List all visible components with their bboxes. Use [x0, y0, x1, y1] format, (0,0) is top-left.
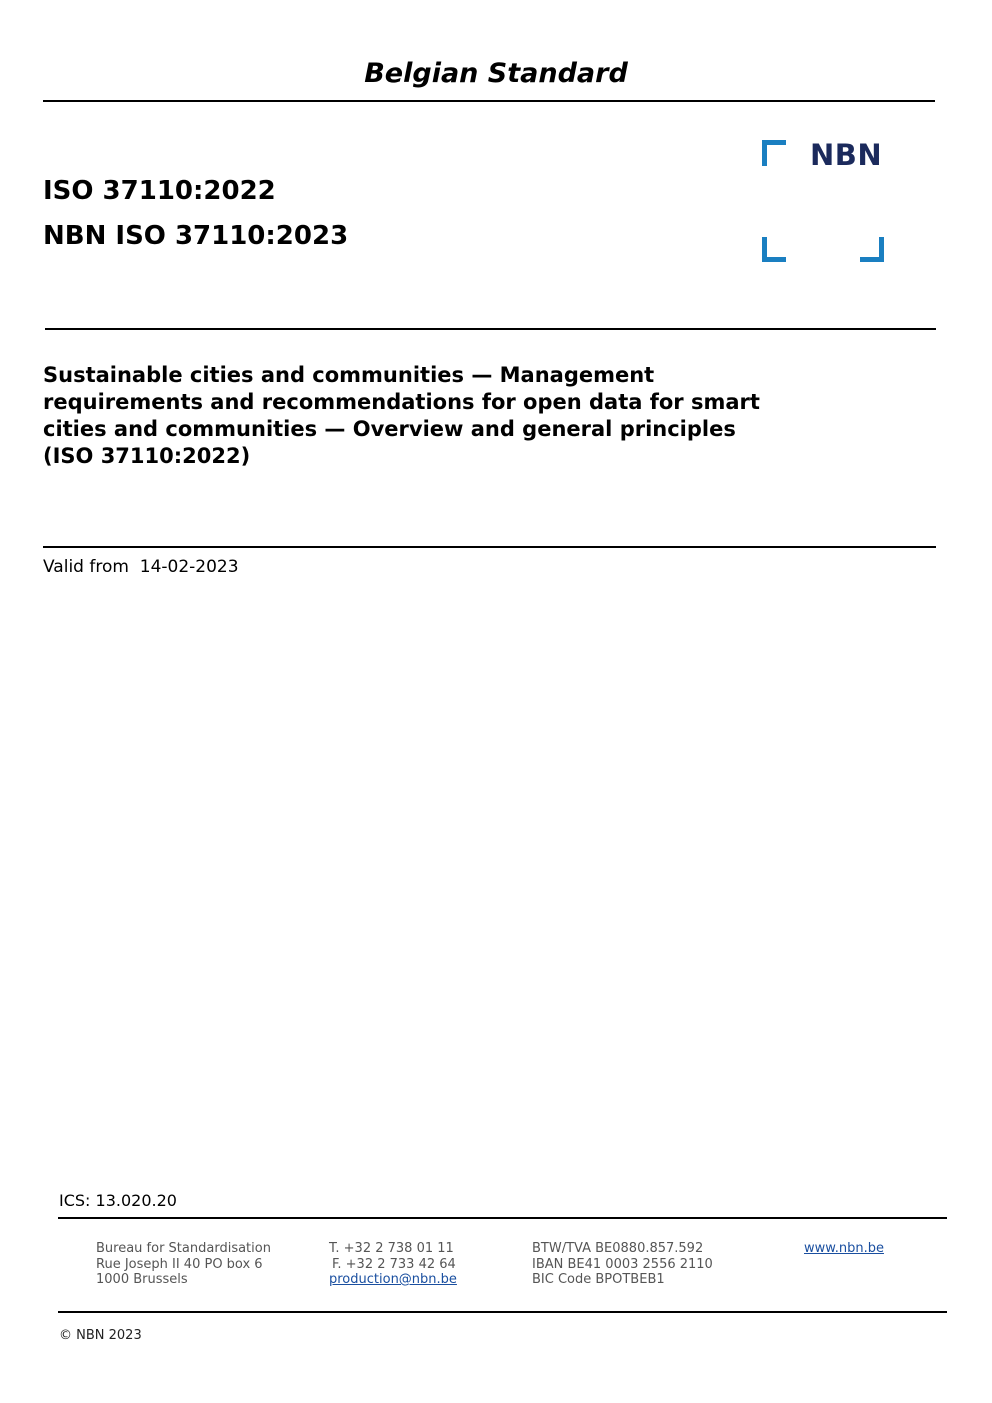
- address-line: 1000 Brussels: [96, 1272, 188, 1287]
- vat-number: BTW/TVA BE0880.857.592: [532, 1241, 704, 1256]
- address-line: Rue Joseph II 40 PO box 6: [96, 1256, 263, 1272]
- footer-address: [96, 1241, 271, 1288]
- logo-text: NBN: [810, 138, 883, 172]
- title-top-divider: [45, 328, 936, 330]
- nbn-identifier: NBN ISO 37110:2023: [43, 221, 349, 251]
- document-type-heading: Belgian Standard: [364, 58, 628, 89]
- footer-top-divider: [58, 1217, 947, 1219]
- title-line: Sustainable cities and communities — Management: [43, 363, 655, 387]
- bic-code: BIC Code BPOTBEB1: [532, 1272, 665, 1287]
- title-line: (ISO 37110:2022): [43, 444, 251, 468]
- valid-from-label: Valid from: [43, 557, 129, 577]
- valid-from-date: 14-02-2023: [139, 557, 239, 577]
- iban: IBAN BE41 0003 2556 2110: [532, 1256, 713, 1272]
- address-line: Bureau for Standardisation: [96, 1241, 271, 1256]
- website-link[interactable]: www.nbn.be: [804, 1241, 884, 1256]
- title-line: cities and communities — Overview and general principles: [43, 417, 736, 441]
- validity-divider: [43, 546, 936, 548]
- email-link[interactable]: production@nbn.be: [329, 1272, 457, 1287]
- phone-number: T. +32 2 738 01 11: [329, 1241, 454, 1256]
- header-divider: [43, 100, 935, 102]
- footer-bank-details: [532, 1241, 713, 1288]
- ics-code: ICS: 13.020.20: [59, 1191, 177, 1210]
- footer-contact: [329, 1241, 457, 1288]
- fax-number: F. +32 2 733 42 64: [332, 1256, 456, 1272]
- iso-identifier: ISO 37110:2022: [43, 176, 276, 206]
- footer-website: [804, 1241, 884, 1257]
- nbn-logo: [762, 140, 886, 264]
- title-line: requirements and recommendations for open data for smart: [43, 390, 760, 414]
- validity-statement: [43, 555, 239, 579]
- document-title: [43, 362, 903, 470]
- copyright-notice: © NBN 2023: [59, 1328, 142, 1343]
- footer-bottom-divider: [58, 1311, 947, 1313]
